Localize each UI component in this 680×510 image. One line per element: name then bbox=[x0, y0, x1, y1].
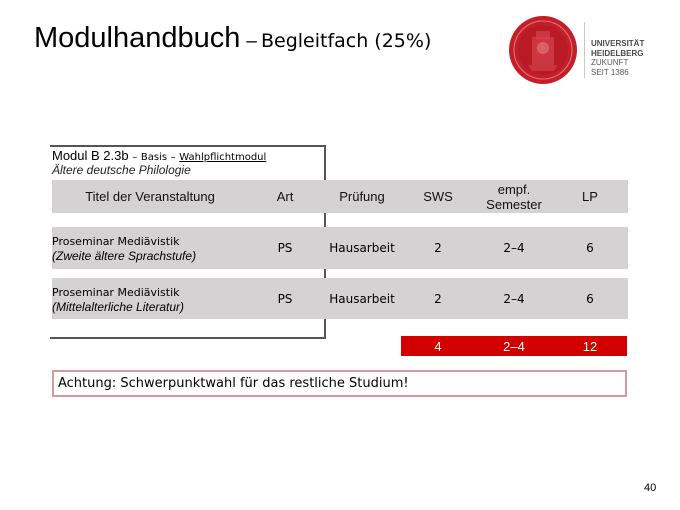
logo-line-3: ZUKUNFT bbox=[591, 58, 629, 67]
cell-sws: 2 bbox=[434, 241, 442, 255]
cell-art: PS bbox=[277, 241, 293, 255]
university-seal-icon bbox=[508, 15, 578, 85]
col-header-semester-l2: Semester bbox=[486, 196, 542, 212]
module-level: Basis bbox=[140, 152, 168, 163]
page-title bbox=[34, 22, 431, 55]
university-logo-text bbox=[591, 39, 644, 77]
module-code: Modul B 2.3b bbox=[52, 148, 129, 163]
module-dash-2: – bbox=[170, 152, 176, 163]
col-header-semester-l1: empf. bbox=[497, 181, 531, 197]
logo-line-2: HEIDELBERG bbox=[591, 48, 644, 58]
cell-semester: 2–4 bbox=[503, 241, 525, 255]
total-sws: 4 bbox=[434, 338, 442, 354]
module-subtitle: Ältere deutsche Philologie bbox=[52, 163, 191, 177]
table-row-title bbox=[52, 286, 184, 314]
cell-pruefung: Hausarbeit bbox=[329, 241, 395, 255]
course-subtitle: (Mittelalterliche Literatur) bbox=[52, 300, 185, 314]
cell-art: PS bbox=[277, 291, 293, 306]
course-title: Proseminar Mediävistik bbox=[52, 286, 180, 299]
cell-sws: 2 bbox=[434, 291, 442, 306]
module-heading bbox=[52, 148, 324, 163]
total-lp: 12 bbox=[582, 338, 598, 354]
col-header-semester bbox=[476, 180, 552, 213]
course-subtitle: (Zweite ältere Sprachstufe) bbox=[52, 249, 197, 263]
module-type: Wahlpflichtmodul bbox=[179, 152, 267, 163]
title-main: Modulhandbuch bbox=[34, 22, 241, 54]
title-separator: – bbox=[246, 31, 257, 52]
cell-semester: 2–4 bbox=[503, 291, 525, 306]
page-number: 40 bbox=[644, 482, 657, 494]
col-header-title: Titel der Veranstaltung bbox=[85, 189, 215, 204]
logo-divider bbox=[584, 22, 585, 78]
module-header bbox=[50, 147, 324, 177]
logo-line-4: SEIT 1386 bbox=[591, 67, 629, 77]
notice-box: Achtung: Schwerpunktwahl für das restliche Studium! bbox=[52, 370, 627, 397]
col-header-sws: SWS bbox=[423, 189, 453, 204]
logo-line-1: UNIVERSITÄT bbox=[591, 39, 645, 48]
col-header-art: Art bbox=[276, 189, 294, 204]
cell-lp: 6 bbox=[586, 291, 594, 306]
col-header-pruefung: Prüfung bbox=[339, 189, 385, 204]
cell-lp: 6 bbox=[586, 241, 594, 255]
module-dash: – bbox=[132, 152, 138, 163]
cell-pruefung: Hausarbeit bbox=[329, 291, 395, 306]
title-subtitle: Begleitfach (25%) bbox=[260, 30, 432, 52]
course-title: Proseminar Mediävistik bbox=[52, 235, 180, 248]
total-semester: 2–4 bbox=[503, 338, 525, 354]
col-header-lp: LP bbox=[582, 189, 598, 204]
table-row-title bbox=[52, 235, 196, 263]
